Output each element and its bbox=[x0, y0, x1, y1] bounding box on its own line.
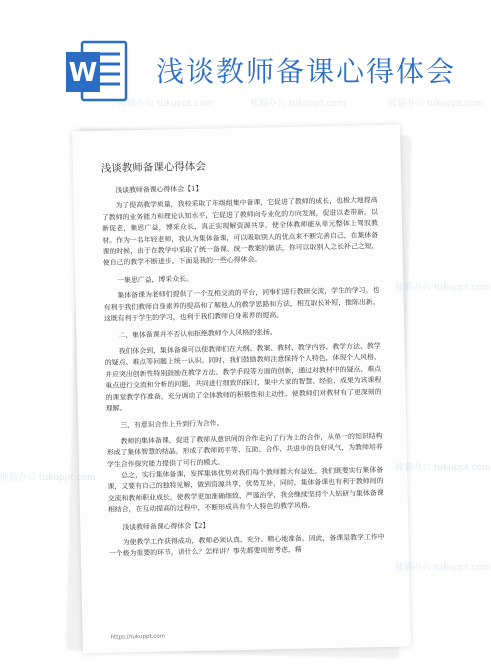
section-heading: 一集思广益，博采众长。 bbox=[117, 274, 194, 285]
watermark: 熊猫办公 tukuppt.com bbox=[395, 563, 491, 573]
banner bbox=[0, 0, 474, 110]
body-paragraph: 总之，实行集体备课，发挥集体优势对我们每个教师都大有益处。我们既要实行集体备课，又要有自己的独特见解，做到资源共享，优势互补，同时，集体备课也有利于教师间的交流和教师职业成长，使教学更加准确细致、严谨治学，我会继续坚持个人钻研与集体备课相结合，在互动提高的过程中，不断形成具有个人特色的教学风格。 bbox=[107, 465, 384, 514]
body-paragraph: 集体备课为老师们提供了一个互相交流的平台，同事们进行教研交流，学生的学习，也有利于我们教师自身素养的提高和了解他人的教学思路和方法，相互取长补短，推陈出新，这既有利于学生的学习，也利于我们教师自身素养的提高。 bbox=[103, 286, 380, 323]
section-heading: 浅谈教师备课心得体会【2】 bbox=[122, 521, 210, 532]
watermark: 熊猫办公 tukuppt.com bbox=[118, 99, 214, 109]
section-heading: 二、集体备课并不否认和拒绝教师个人风格的张扬。 bbox=[118, 328, 277, 340]
footer-url: https://tukuppt.com bbox=[110, 633, 166, 641]
document-content bbox=[101, 155, 385, 560]
watermark: 熊猫办公 tukuppt.com bbox=[388, 99, 484, 109]
watermark: 熊猫办公 tukuppt.com bbox=[0, 473, 96, 483]
banner-title: 浅谈教师备课心得体会 bbox=[156, 55, 457, 88]
section-heading: 浅谈教师备课心得体会【1】 bbox=[115, 184, 203, 195]
body-paragraph: 我们体会到，集体备课可以使教师们在大纲、教案、教材、教学内容、教学方法、教学的疑点、难点等问题上统一认识。同时，我们鼓励教师注意保持个人特色，体现个人风格，并应突出创新性特别鼓励在教学方法、教学手段等方面的创新，通过对教材中的疑点、难点重点进行交流和分析的问题，共同进行细致的探讨，集中大家的智慧、经验，成果为该课程的课堂教学作准备，充分调动了全体教师的积极性和主动性，使教师们对教材有了更深刻的理解。 bbox=[104, 341, 382, 413]
document-title: 浅谈教师备课心得体会 bbox=[100, 160, 206, 175]
word-document-icon bbox=[64, 38, 128, 104]
body-paragraph: 教师的集体备课，促进了教师从意识间的合作走向了行为上的合作，从单一的知识结构形成了集体智慧的结晶，形成了教师间平等、互助、合作、共进步的良好风气，为教师培养学生合作探究能力提供了可行的模式。 bbox=[106, 431, 383, 469]
document-page bbox=[72, 125, 411, 654]
svg-text:W: W bbox=[68, 58, 98, 88]
watermark: 熊猫办公 tukuppt.com bbox=[250, 99, 346, 109]
section-heading: 三、有意识合作上升到行为合作。 bbox=[120, 419, 224, 430]
body-paragraph: 为了提高教学质量，我校采取了年级组集中备课，它促进了教师的成长，也极大地提高了教师的业务能力和理论认知水平，它促进了教师向专业化的方向发展，促进以老带新，以新促老，集思广益，博采众长，真正实现解资源共享，使全体教师能从单元整体上驾驭教材。作为一名年轻老师，我认为集体备课，可以吸取别人的优点来不断完善自己，在集体备课的时候，由于在教学中采取了统一备课、统一教案的做法，你可以取别人之长补己之短，使自己的教学不断进步。下面是我的一些心得体会。 bbox=[101, 196, 379, 268]
watermark: 熊猫办公 tukuppt.com bbox=[395, 463, 491, 473]
body-paragraph: 为使教学工作获得成功，教师必须认真、充分、精心地准备。因此，备课是教学工作中一个极为重要的环节，讲什么？怎样讲？事先都要周密考虑，精 bbox=[108, 532, 385, 559]
watermark: 熊猫办公 tukuppt.com bbox=[395, 283, 491, 293]
